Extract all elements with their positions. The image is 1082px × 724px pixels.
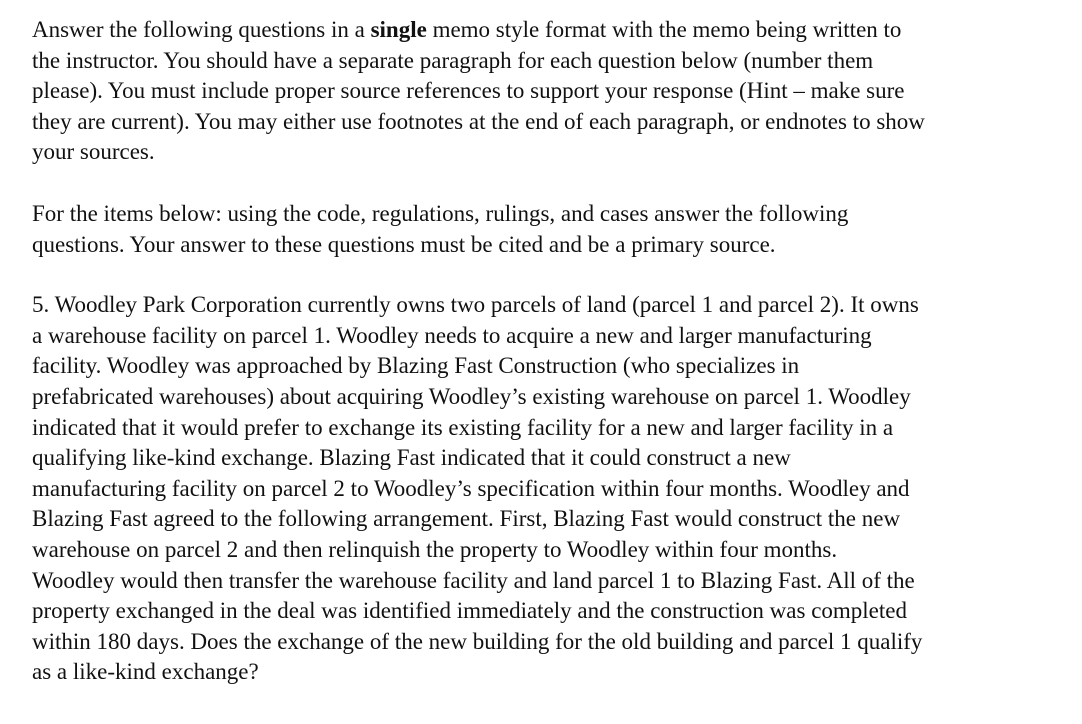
text-line: your sources. [32, 139, 155, 165]
text-line: indicated that it would prefer to exchange its existing facility for a new and larger facility in a [32, 414, 894, 440]
text-line: For the items below: using the code, regulations, rulings, and cases answer the following [32, 200, 849, 226]
text-line: Blazing Fast agreed to the following arrangement. First, Blazing Fast would construct the new [32, 506, 901, 532]
primary-source-paragraph [32, 199, 1062, 260]
text-line: within 180 days. Does the exchange of the new building for the old building and parcel 1 qualify [32, 628, 923, 654]
text-line: facility. Woodley was approached by Blazing Fast Construction (who specializes in [32, 353, 800, 379]
text-line: Woodley would then transfer the warehouse facility and land parcel 1 to Blazing Fast. All of the [32, 567, 915, 593]
text-line: please). You must include proper source references to support your response (Hint – make sure [32, 78, 905, 104]
instructions-paragraph [32, 15, 1062, 168]
text-line: questions. Your answer to these questions must be cited and be a primary source. [32, 231, 776, 257]
text-line: manufacturing facility on parcel 2 to Woodley’s specification within four months. Woodley and [32, 475, 910, 501]
text-line: property exchanged in the deal was identified immediately and the construction was completed [32, 598, 907, 624]
text-run: Answer the following questions in a [32, 17, 371, 42]
text-line: they are current). You may either use footnotes at the end of each paragraph, or endnotes to show [32, 108, 925, 134]
text-run: memo style format with the memo being written to [426, 17, 902, 42]
emphasis-single: single [370, 17, 427, 42]
text-line: qualifying like-kind exchange. Blazing Fast indicated that it could construct a new [32, 445, 791, 471]
text-line: 5. Woodley Park Corporation currently owns two parcels of land (parcel 1 and parcel 2). It owns [32, 292, 919, 318]
text-line: as a like-kind exchange? [32, 659, 259, 685]
text-line: warehouse on parcel 2 and then relinquish the property to Woodley within four months. [32, 536, 838, 562]
document-page [32, 15, 1062, 688]
text-line: the instructor. You should have a separate paragraph for each question below (number them [32, 47, 874, 73]
text-line: prefabricated warehouses) about acquiring Woodley’s existing warehouse on parcel 1. Woodley [32, 383, 911, 409]
text-line: a warehouse facility on parcel 1. Woodley needs to acquire a new and larger manufacturing [32, 322, 872, 348]
question-5-paragraph [32, 290, 1062, 688]
text-line [32, 15, 1062, 46]
